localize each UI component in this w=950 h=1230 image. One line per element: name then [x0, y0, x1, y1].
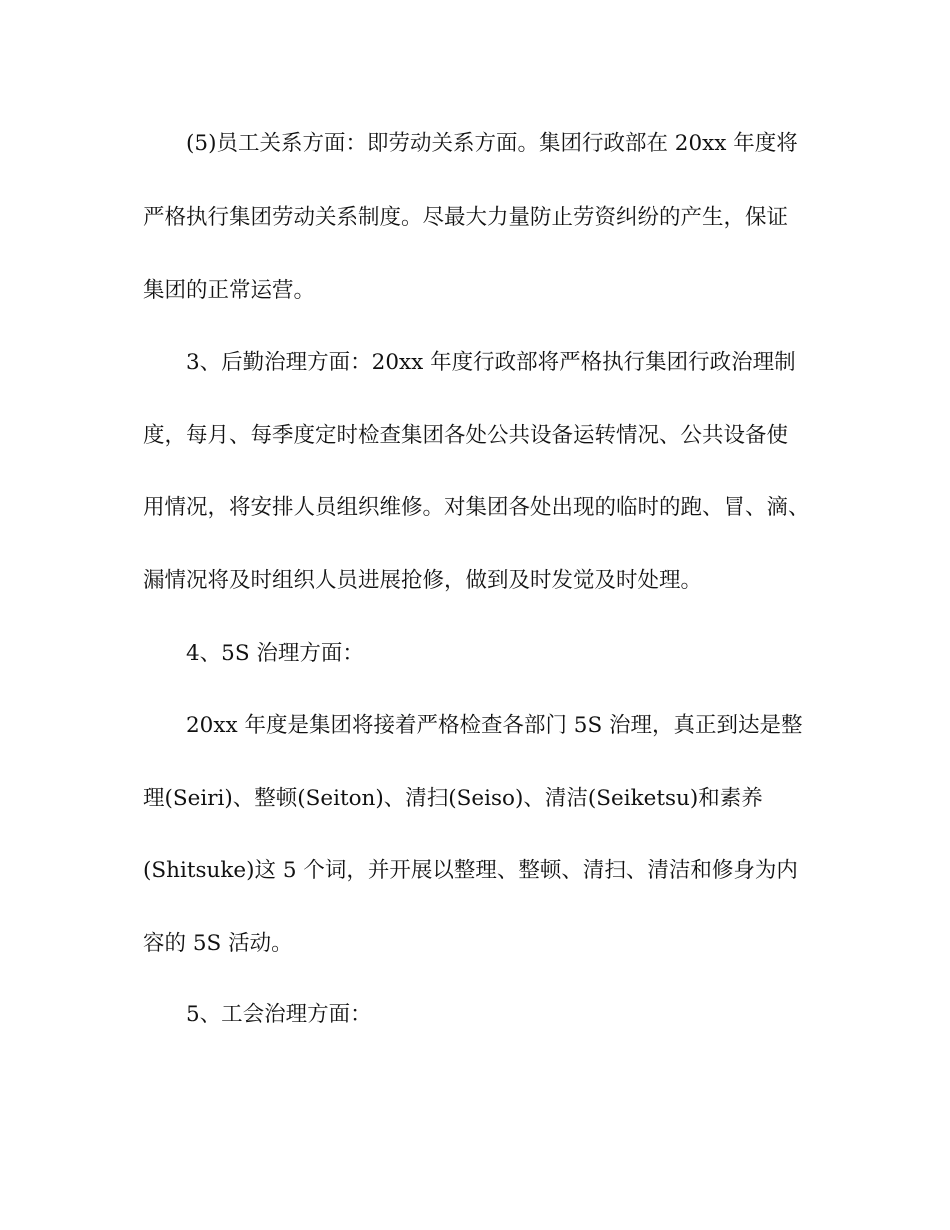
paragraph-line: 严格执行集团劳动关系制度。尽最大力量防止劳资纠纷的产生，保证: [143, 205, 789, 230]
section-heading-union: 5、工会治理方面：: [186, 1002, 372, 1027]
paragraph-line: (5)员工关系方面：即劳动关系方面。集团行政部在 20xx 年度将: [186, 131, 798, 156]
paragraph-line: (Shitsuke)这 5 个词，并开展以整理、整顿、清扫、清洁和修身为内: [143, 858, 798, 883]
paragraph-line: 理(Seiri)、整顿(Seiton)、清扫(Seiso)、清洁(Seiketsu)和素养: [143, 786, 763, 811]
paragraph-line: 度，每月、每季度定时检查集团各处公共设备运转情况、公共设备使: [143, 423, 789, 448]
paragraph-line: 用情况，将安排人员组织维修。对集团各处出现的临时的跑、冒、滴、: [143, 495, 810, 520]
paragraph-line: 容的 5S 活动。: [143, 931, 293, 956]
section-heading-5s: 4、5S 治理方面：: [186, 641, 364, 666]
paragraph-line: 漏情况将及时组织人员进展抢修，做到及时发觉及时处理。: [143, 568, 703, 593]
paragraph-line: 20xx 年度是集团将接着严格检查各部门 5S 治理，真正到达是整: [186, 713, 803, 738]
paragraph-line: 集团的正常运营。: [143, 278, 316, 303]
section-heading-logistics: 3、后勤治理方面：20xx 年度行政部将严格执行集团行政治理制: [186, 350, 796, 375]
